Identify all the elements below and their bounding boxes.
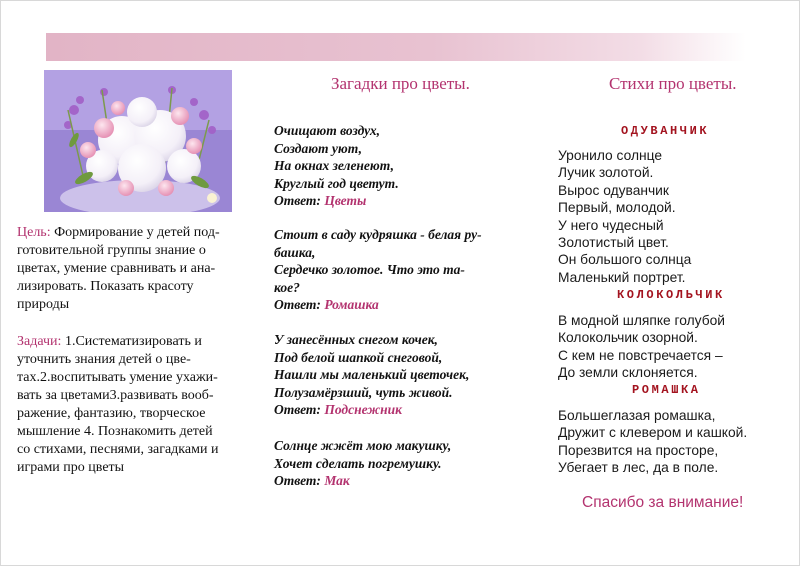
goal-line: цветах, умение сравнивать и ана- (17, 261, 216, 276)
goal-label: Цель: (17, 225, 51, 240)
riddle-line: башка, (274, 244, 316, 260)
riddle-line: Круглый год цветут. (274, 175, 399, 191)
answer-label: Ответ: (274, 297, 321, 313)
answer-value: Мак (324, 473, 350, 489)
poem-line: Золотистый цвет. (558, 235, 669, 251)
riddle-line: Хочет сделать погремушку. (274, 455, 442, 471)
riddle-line: кое? (274, 279, 300, 295)
poem-line: Вырос одуванчик (558, 182, 669, 198)
tasks-block (17, 333, 245, 477)
answer-label: Ответ: (274, 473, 321, 489)
tasks-line: 1.Систематизировать и (64, 334, 202, 349)
riddle-item (274, 437, 524, 490)
tasks-label: Задачи: (17, 334, 62, 349)
riddle-line: Стоит в саду кудряшка - белая ру- (274, 227, 482, 242)
answer-value: Ромашка (324, 297, 379, 313)
flower-bouquet-image (44, 70, 232, 212)
goal-line: Формирование у детей под- (54, 225, 220, 240)
riddles-heading: Загадки про цветы. (331, 74, 470, 93)
riddle-item (274, 226, 524, 314)
poem-line: С кем не повстречается – (558, 347, 723, 363)
poem-bellflower (558, 312, 793, 382)
riddle-line: На окнах зеленеют, (274, 158, 394, 174)
thanks-text: Спасибо за внимание! (582, 494, 744, 511)
poem-line: Он большого солнца (558, 252, 692, 268)
poem-title-bellflower: КОЛОКОЛЬЧИК (617, 288, 725, 302)
riddle-item (274, 122, 524, 210)
poem-title-dandelion: ОДУВАНЧИК (621, 124, 710, 138)
poem-line: Дружит с клевером и кашкой. (558, 425, 748, 441)
riddle-answer (274, 401, 524, 419)
poem-line: Колокольчик озорной. (558, 330, 698, 346)
riddle-line: Нашли мы маленький цветочек, (274, 367, 470, 383)
riddle-answer (274, 192, 524, 210)
riddle-line: Солнце жжёт мою макушку, (274, 438, 452, 453)
poems-heading: Стихи про цветы. (609, 74, 737, 93)
poem-line: Лучик золотой. (558, 165, 654, 181)
riddle-line: Полузамёрзший, чуть живой. (274, 384, 453, 400)
poem-chamomile (558, 407, 793, 477)
riddle-item (274, 331, 524, 419)
riddle-line: Сердечко золотое. Что это та- (274, 262, 465, 278)
tasks-line: играми про цветы (17, 460, 125, 475)
poem-line: В модной шляпке голубой (558, 313, 726, 328)
riddle-line: Очищают воздух, (274, 123, 381, 138)
poem-line: Уронило солнце (558, 148, 663, 163)
tasks-line: уточнить знания детей о цве- (17, 352, 191, 367)
tasks-line: тах.2.воспитывать умение ухажи- (17, 370, 218, 385)
goal-line: готовительной группы знание о (17, 243, 206, 258)
riddle-answer (274, 296, 524, 314)
poem-line: Порезвится на просторе, (558, 442, 719, 458)
answer-value: Подснежник (324, 402, 402, 418)
poem-title-chamomile: РОМАШКА (632, 383, 701, 397)
tasks-line: мышление 4. Познакомить детей (17, 424, 213, 439)
header-band (46, 33, 746, 61)
goal-line: лизировать. Показать красоту (17, 279, 194, 294)
poem-line: Первый, молодой. (558, 200, 676, 216)
poem-dandelion (558, 147, 793, 286)
riddle-line: Создают уют, (274, 140, 362, 156)
riddle-line: У занесённых снегом кочек, (274, 332, 438, 347)
answer-value: Цветы (324, 193, 367, 209)
tasks-line: со стихами, песнями, загадками и (17, 442, 219, 457)
poem-line: У него чудесный (558, 217, 664, 233)
goal-line: природы (17, 297, 70, 312)
tasks-line: ражение, фантазию, творческое (17, 406, 206, 421)
poem-line: Убегает в лес, да в поле. (558, 460, 719, 476)
answer-label: Ответ: (274, 193, 321, 209)
riddle-line: Под белой шапкой снеговой, (274, 349, 443, 365)
poem-line: До земли склоняется. (558, 365, 698, 381)
answer-label: Ответ: (274, 402, 321, 418)
poem-line: Маленький портрет. (558, 269, 686, 285)
tasks-line: вать за цветами3.развивать вооб- (17, 388, 214, 403)
goal-block (17, 224, 245, 314)
poem-line: Большеглазая ромашка, (558, 408, 716, 423)
riddle-answer (274, 472, 524, 490)
